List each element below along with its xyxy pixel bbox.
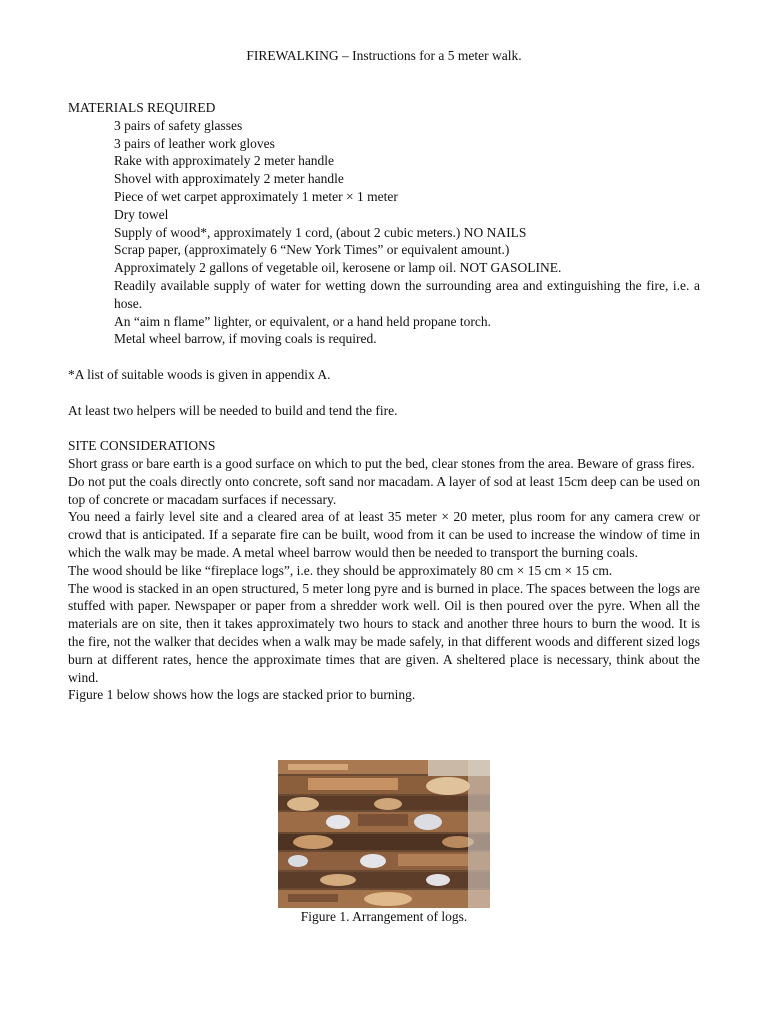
site-paragraph: You need a fairly level site and a cleared area of at least 35 meter × 20 meter, plus room for any camera crew or crowd that is anticipated. If a separate fire can be built, wood from it can be used to increase the window of time in which the walk may be made. A metal wheel barrow would then be needed to transport the burning coals.: [68, 509, 700, 560]
materials-heading: MATERIALS REQUIRED: [68, 100, 216, 115]
list-item: 3 pairs of safety glasses: [114, 117, 243, 133]
log-pyre-photo: [278, 760, 490, 908]
spacer: [68, 419, 700, 437]
spacer: [68, 384, 700, 402]
footnote: *A list of suitable woods is given in appendix A.: [68, 366, 331, 382]
site-paragraph: Do not put the coals directly onto concrete, soft sand nor macadam. A layer of sod at least 15cm deep can be used on top of concrete or macadam surfaces if necessary.: [68, 473, 700, 507]
list-item: Dry towel: [114, 206, 169, 222]
helpers-note: At least two helpers will be needed to build and tend the fire.: [68, 402, 398, 418]
site-paragraph: The wood should be like “fireplace logs”, i.e. they should be approximately 80 cm × 15 cm × 15 cm.: [68, 562, 613, 578]
figure-caption: Figure 1. Arrangement of logs.: [300, 909, 468, 924]
list-item: Metal wheel barrow, if moving coals is required.: [114, 331, 377, 347]
list-item: Readily available supply of water for wetting down the surrounding area and extinguishing the fire, i.e. a hose.: [114, 277, 700, 311]
list-item: Rake with approximately 2 meter handle: [114, 153, 335, 169]
list-item: Approximately 2 gallons of vegetable oil, kerosene or lamp oil. NOT GASOLINE.: [114, 260, 562, 276]
site-paragraph: Short grass or bare earth is a good surface on which to put the bed, clear stones from the area. Beware of grass fires.: [68, 455, 695, 471]
document-body: [68, 99, 700, 704]
materials-list: [114, 117, 700, 348]
site-paragraph: The wood is stacked in an open structured, 5 meter long pyre and is burned in place. The spaces between the logs are stuffed with paper. Newspaper or paper from a shredder work well. Oil is then poured over the pyre. When all the materials are on site, then it takes approximately two hours to stack and another three hours to burn the wood. It is the fire, not the walker that decides when a walk may be made safely, in that different woods and different sized logs burn at different rates, hence the approximate times that are given. A sheltered place is necessary, think about the wind.: [68, 580, 700, 685]
list-item: Piece of wet carpet approximately 1 meter × 1 meter: [114, 188, 398, 204]
document-title: FIREWALKING – Instructions for a 5 meter walk.: [246, 48, 522, 63]
spacer: [68, 348, 700, 366]
log-pyre-illustration: [278, 760, 490, 908]
list-item: Scrap paper, (approximately 6 “New York Times” or equivalent amount.): [114, 242, 510, 258]
list-item: An “aim n flame” lighter, or equivalent, or a hand held propane torch.: [114, 313, 491, 329]
site-paragraph: Figure 1 below shows how the logs are stacked prior to burning.: [68, 687, 416, 703]
list-item: Supply of wood*, approximately 1 cord, (about 2 cubic meters.) NO NAILS: [114, 224, 527, 240]
site-heading: SITE CONSIDERATIONS: [68, 438, 216, 454]
list-item: 3 pairs of leather work gloves: [114, 135, 275, 151]
list-item: Shovel with approximately 2 meter handle: [114, 171, 344, 187]
